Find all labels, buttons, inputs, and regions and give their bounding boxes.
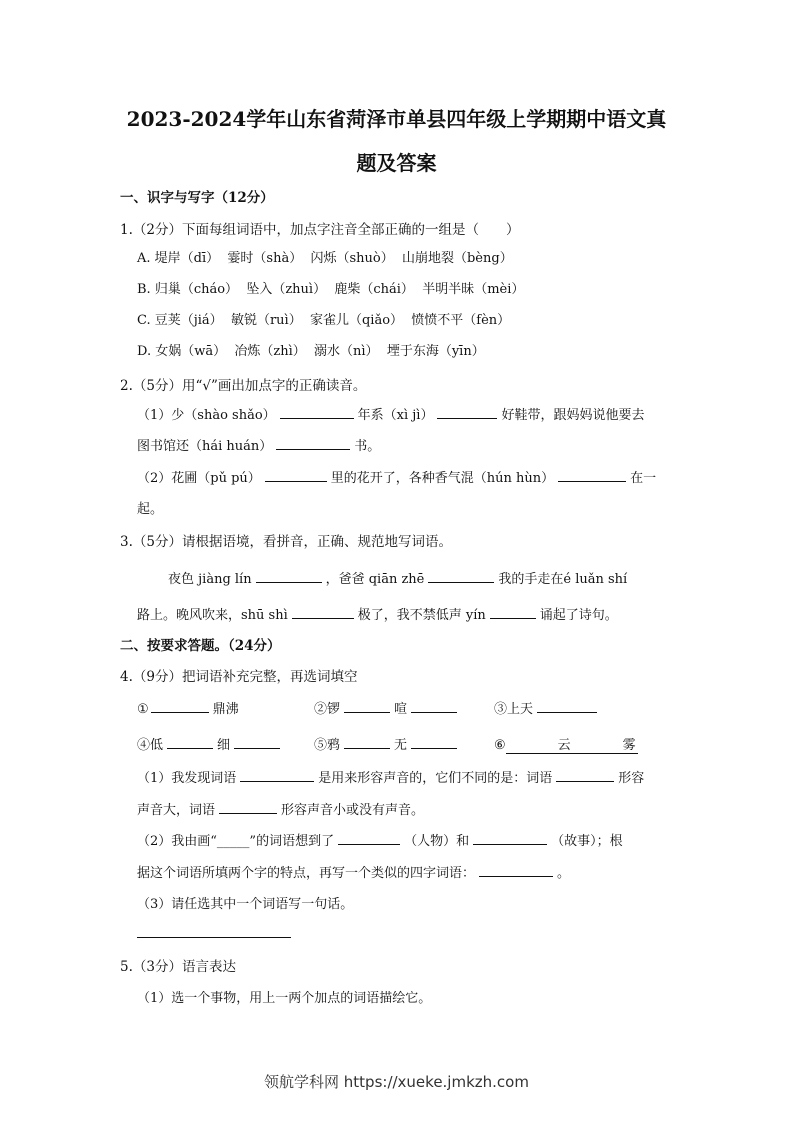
answer-blank[interactable] [411, 698, 457, 713]
answer-blank[interactable] [437, 404, 497, 419]
answer-blank[interactable] [344, 698, 390, 713]
q4-item-5: ⑤鸦 无 [314, 734, 461, 753]
answer-blank[interactable] [265, 467, 327, 482]
answer-blank[interactable] [344, 734, 390, 749]
q1-option-c: C. 豆荚（jiá） 敏锐（ruì） 家雀儿（qiǎo） 愤愤不平（fèn） [137, 313, 511, 328]
answer-blank[interactable]: 云 雾 [506, 734, 638, 754]
q2-part1-line1: （1）少（shào shǎo） 年系（xì jì） 好鞋带，跟妈妈说他要去 [137, 404, 644, 423]
q4-sub1-line2: 声音大，词语 形容声音小或没有声音。 [137, 799, 424, 818]
question-2-stem: 2.（5分）用“√”画出加点字的正确读音。 [120, 378, 367, 394]
question-4-stem: 4.（9分）把词语补充完整，再选词填空 [120, 669, 358, 685]
answer-blank[interactable] [167, 734, 213, 749]
q4-item-6: ⑥ 云 雾 [494, 734, 638, 754]
answer-blank[interactable] [428, 568, 494, 583]
q4-sub1-line1: （1）我发现词语 是用来形容声音的，它们不同的是：词语 形容 [137, 767, 644, 786]
answer-blank[interactable] [490, 604, 536, 619]
q2-part2-line2: 起。 [137, 502, 164, 517]
answer-blank[interactable] [234, 734, 280, 749]
answer-line[interactable] [137, 937, 291, 938]
q4-item-1: ① 鼎沸 [137, 698, 239, 717]
q5-part1: （1）选一个事物，用上一两个加点的词语描绘它。 [137, 991, 432, 1006]
page-title-line1: 2023-2024学年山东省菏泽市单县四年级上学期期中语文真 [126, 107, 667, 131]
answer-blank[interactable] [276, 435, 350, 450]
answer-blank[interactable] [338, 830, 400, 845]
q3-line2: 路上。晚风吹来，shū shì 极了，我不禁低声 yín 诵起了诗句。 [137, 604, 618, 623]
q4-item-2: ②锣 喧 [314, 698, 461, 717]
page-title-line2: 题及答案 [356, 151, 437, 175]
question-1-stem: 1.（2分）下面每组词语中，加点字注音全部正确的一组是（ ） [120, 222, 520, 238]
answer-blank[interactable] [537, 698, 597, 713]
answer-blank[interactable] [280, 404, 354, 419]
question-3-stem: 3.（5分）请根据语境，看拼音，正确、规范地写词语。 [120, 534, 452, 550]
q4-sub3: （3）请任选其中一个词语写一句话。 [137, 897, 354, 912]
answer-blank[interactable] [558, 467, 626, 482]
answer-blank[interactable] [256, 568, 322, 583]
q1-option-a: A. 堤岸（dī） 霎时（shà） 闪烁（shuò） 山崩地裂（bèng） [137, 251, 513, 266]
answer-blank[interactable] [219, 799, 277, 814]
q4-item-4: ④低 细 [137, 734, 284, 753]
answer-blank[interactable] [151, 698, 209, 713]
question-5-stem: 5.（3分）语言表达 [120, 959, 236, 975]
q2-part1-line2: 图书馆还（hái huán） 书。 [137, 435, 380, 454]
answer-blank[interactable] [292, 604, 354, 619]
q1-option-b: B. 归巢（cháo） 坠入（zhuì） 鹿柴（chái） 半明半昧（mèi） [137, 282, 525, 297]
q3-line1: 夜色 jiàng lín ，爸爸 qiān zhē 我的手走在é luǎn shí [168, 568, 627, 587]
section-heading-2: 二、按要求答题。（24分） [120, 638, 281, 654]
answer-blank[interactable] [411, 734, 457, 749]
section-heading-1: 一、识字与写字（12分） [120, 190, 274, 206]
answer-blank[interactable] [556, 767, 614, 782]
q1-option-d: D. 女娲（wā） 冶炼（zhì） 溺水（nì） 堙于东海（yīn） [137, 344, 485, 359]
answer-blank[interactable] [479, 862, 553, 877]
answer-blank[interactable] [473, 830, 547, 845]
q4-sub2-line1: （2）我由画“_____”的词语想到了 （人物）和 （故事）；根 [137, 830, 623, 849]
q4-item-3: ③上天 [494, 698, 601, 717]
q4-sub2-line2: 据这个词语所填两个字的特点，再写一个类似的四字词语： 。 [137, 862, 570, 881]
footer-watermark: 领航学科网 https://xueke.jmkzh.com [264, 1073, 529, 1091]
q2-part2-line1: （2）花圃（pǔ pú） 里的花开了，各种香气混（hún hùn） 在一 [137, 467, 656, 486]
answer-blank[interactable] [240, 767, 314, 782]
